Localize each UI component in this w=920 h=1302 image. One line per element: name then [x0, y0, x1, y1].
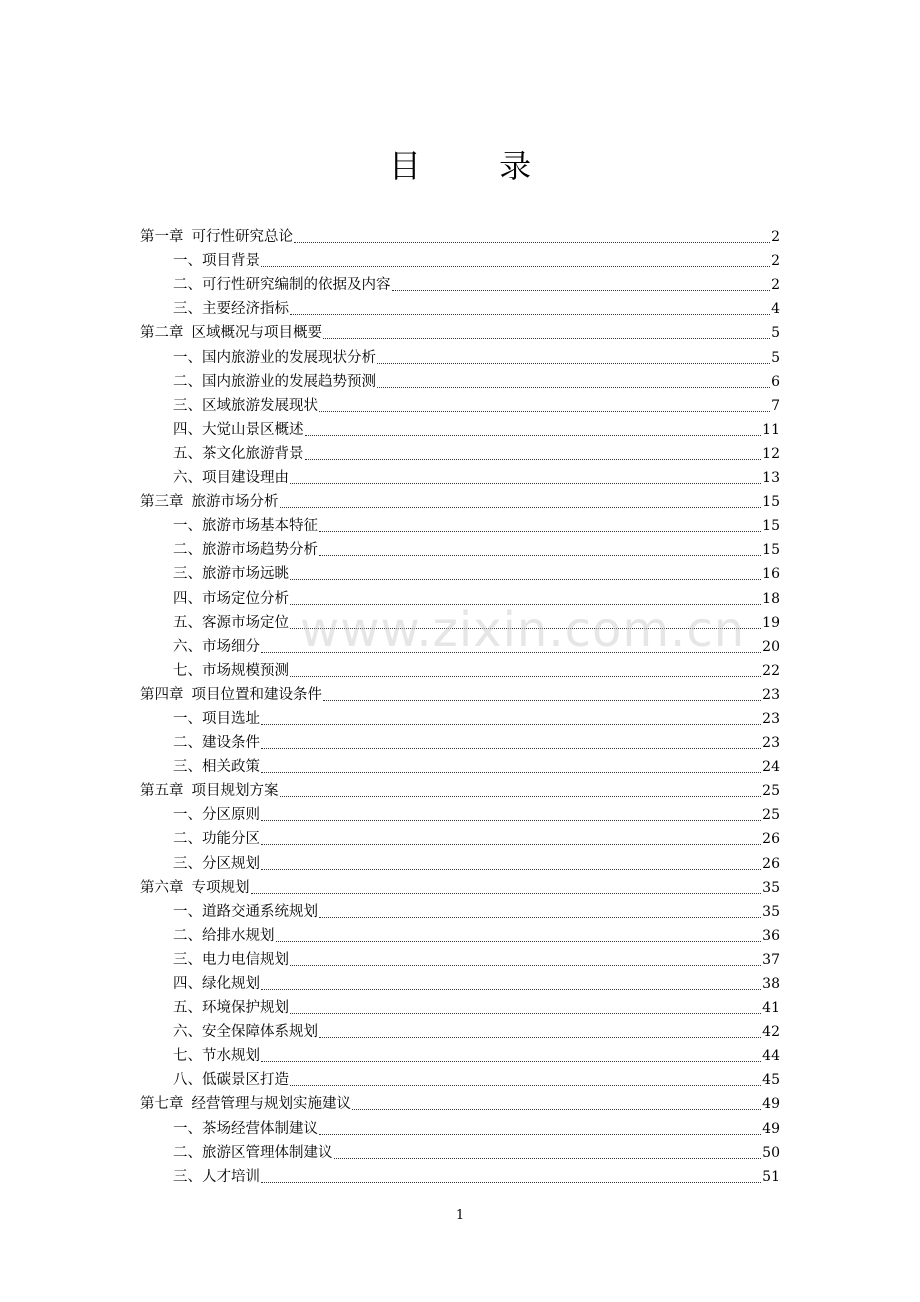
toc-entry-label	[173, 854, 260, 874]
toc-entry-number: 五、	[173, 445, 202, 462]
toc-entry-label	[173, 516, 318, 536]
toc-entry-label	[173, 1046, 260, 1066]
toc-entry-label	[173, 950, 289, 970]
toc-entry-number: 五、	[173, 614, 202, 631]
page-title: 目 录	[388, 147, 566, 185]
toc-entry-label	[173, 251, 260, 271]
toc-entry-label	[173, 805, 260, 825]
toc-entry-page: 38	[762, 976, 780, 992]
toc-entry-text: 国内旅游业的发展现状分析	[202, 349, 376, 366]
toc-entry-label	[140, 878, 250, 898]
toc-section-entry[interactable]	[140, 753, 780, 777]
toc-dot-leader	[290, 483, 761, 484]
toc-entry-text: 旅游市场分析	[191, 494, 279, 511]
toc-dot-leader	[323, 700, 761, 701]
toc-section-entry[interactable]	[140, 970, 780, 994]
toc-entry-text: 道路交通系统规划	[202, 903, 318, 920]
toc-entry-page: 2	[771, 277, 780, 294]
watermark: www.zixin.com.cn	[300, 602, 746, 658]
toc-entry-text: 给排水规划	[202, 927, 275, 944]
toc-section-entry[interactable]	[140, 560, 780, 584]
toc-entry-label	[173, 1143, 333, 1163]
toc-dot-leader	[261, 869, 761, 870]
toc-section-entry[interactable]	[140, 247, 780, 271]
toc-entry-text: 项目建设理由	[202, 470, 289, 487]
toc-entry-number: 二、	[173, 735, 202, 752]
toc-section-entry[interactable]	[140, 392, 780, 416]
toc-dot-leader	[305, 459, 762, 460]
toc-entry-text: 市场定位分析	[202, 590, 289, 607]
toc-entry-page: 5	[771, 349, 780, 366]
toc-section-entry[interactable]	[140, 898, 780, 922]
toc-entry-text: 项目规划方案	[191, 783, 279, 800]
toc-dot-leader	[290, 1013, 761, 1014]
toc-dot-leader	[377, 363, 770, 364]
toc-entry-number: 第三章	[140, 494, 184, 511]
toc-entry-text: 安全保障体系规划	[202, 1024, 318, 1041]
toc-entry-number: 五、	[173, 1000, 202, 1017]
toc-section-entry[interactable]	[140, 271, 780, 295]
toc-entry-page: 15	[762, 494, 780, 511]
toc-entry-text: 项目选址	[202, 710, 260, 727]
toc-dot-leader	[290, 628, 761, 629]
toc-entry-number: 二、	[173, 1144, 202, 1161]
toc-section-entry[interactable]	[140, 440, 780, 464]
toc-dot-leader	[261, 266, 770, 267]
toc-entry-number: 七、	[173, 1048, 202, 1065]
toc-dot-leader	[251, 893, 762, 894]
toc-chapter-entry[interactable]	[140, 681, 780, 705]
toc-entry-page: 41	[762, 1000, 780, 1017]
toc-dot-leader	[294, 242, 770, 243]
toc-entry-label	[173, 564, 289, 584]
toc-chapter-entry[interactable]	[140, 874, 780, 898]
toc-entry-number: 四、	[173, 421, 202, 438]
toc-entry-page: 44	[762, 1048, 780, 1065]
toc-entry-label	[173, 1119, 318, 1139]
toc-section-entry[interactable]	[140, 633, 780, 657]
toc-dot-leader	[290, 965, 761, 966]
toc-entry-number: 第二章	[140, 325, 184, 342]
toc-entry-page: 25	[762, 807, 780, 824]
toc-entry-text: 国内旅游业的发展趋势预测	[202, 373, 376, 390]
toc-entry-number: 三、	[173, 301, 202, 318]
toc-entry-text: 区域旅游发展现状	[202, 397, 318, 414]
toc-entry-text: 电力电信规划	[202, 951, 289, 968]
toc-entry-number: 七、	[173, 662, 202, 679]
toc-entry-number: 第七章	[140, 1096, 184, 1113]
toc-entry-label	[140, 1094, 351, 1114]
toc-chapter-entry[interactable]	[140, 319, 780, 343]
toc-entry-number: 三、	[173, 759, 202, 776]
toc-entry-page: 20	[762, 638, 780, 655]
toc-entry-page: 42	[762, 1024, 780, 1041]
toc-entry-number: 一、	[173, 253, 202, 270]
toc-entry-text: 经营管理与规划实施建议	[191, 1096, 351, 1113]
toc-section-entry[interactable]	[140, 1163, 780, 1187]
toc-entry-text: 建设条件	[202, 735, 260, 752]
toc-entry-text: 市场规模预测	[202, 662, 289, 679]
toc-entry-label	[140, 492, 279, 512]
toc-section-entry[interactable]	[140, 1139, 780, 1163]
toc-entry-number: 三、	[173, 1168, 202, 1185]
toc-entry-text: 项目背景	[202, 253, 260, 270]
toc-dot-leader	[261, 724, 761, 725]
toc-entry-number: 一、	[173, 1120, 202, 1137]
toc-entry-text: 旅游市场基本特征	[202, 518, 318, 535]
toc-section-entry[interactable]	[140, 536, 780, 560]
toc-section-entry[interactable]	[140, 609, 780, 633]
toc-entry-number: 一、	[173, 518, 202, 535]
toc-entry-page: 45	[762, 1072, 780, 1089]
toc-entry-label	[140, 227, 293, 247]
toc-section-entry[interactable]	[140, 946, 780, 970]
toc-entry-label	[173, 420, 304, 440]
toc-entry-number: 一、	[173, 903, 202, 920]
toc-entry-page: 36	[762, 927, 780, 944]
toc-dot-leader	[290, 314, 770, 315]
toc-entry-label	[173, 348, 376, 368]
toc-entry-page: 12	[762, 445, 780, 462]
page-number: 1	[455, 1208, 465, 1223]
toc-dot-leader	[352, 1109, 761, 1110]
toc-entry-number: 一、	[173, 710, 202, 727]
toc-entry-number: 三、	[173, 855, 202, 872]
toc-dot-leader	[319, 411, 770, 412]
toc-entry-text: 旅游区管理体制建议	[202, 1144, 333, 1161]
toc-entry-label	[173, 926, 275, 946]
toc-entry-number: 一、	[173, 349, 202, 366]
toc-dot-leader	[261, 1061, 761, 1062]
toc-entry-text: 分区原则	[202, 807, 260, 824]
toc-entry-label	[173, 589, 289, 609]
toc-entry-number: 第四章	[140, 686, 184, 703]
toc-entry-number: 三、	[173, 397, 202, 414]
toc-dot-leader	[319, 1134, 761, 1135]
toc-entry-text: 茶场经营体制建议	[202, 1120, 318, 1137]
toc-entry-text: 可行性研究编制的依据及内容	[202, 277, 391, 294]
toc-dot-leader	[305, 435, 762, 436]
toc-section-entry[interactable]	[140, 1042, 780, 1066]
toc-entry-label	[173, 468, 289, 488]
toc-entry-text: 主要经济指标	[202, 301, 289, 318]
toc-dot-leader	[319, 917, 761, 918]
toc-dot-leader	[319, 1037, 761, 1038]
toc-dot-leader	[319, 531, 761, 532]
toc-entry-text: 区域概况与项目概要	[191, 325, 322, 342]
toc-section-entry[interactable]	[140, 825, 780, 849]
toc-dot-leader	[319, 555, 761, 556]
toc-entry-label	[173, 613, 289, 633]
toc-entry-label	[140, 685, 322, 705]
toc-entry-label	[173, 1022, 318, 1042]
toc-entry-text: 茶文化旅游背景	[202, 445, 304, 462]
toc-entry-number: 四、	[173, 976, 202, 992]
toc-section-entry[interactable]	[140, 416, 780, 440]
toc-entry-label	[140, 781, 279, 801]
toc-entry-number: 三、	[173, 566, 202, 583]
toc-section-entry[interactable]	[140, 657, 780, 681]
toc-chapter-entry[interactable]	[140, 1090, 780, 1114]
table-of-contents	[140, 223, 780, 1187]
toc-entry-page: 51	[762, 1168, 780, 1185]
toc-dot-leader	[276, 941, 762, 942]
toc-entry-text: 相关政策	[202, 759, 260, 776]
toc-dot-leader	[261, 844, 761, 845]
toc-entry-page: 2	[771, 253, 780, 270]
toc-section-entry[interactable]	[140, 922, 780, 946]
toc-entry-page: 23	[762, 686, 780, 703]
toc-dot-leader	[261, 652, 761, 653]
toc-entry-page: 26	[762, 831, 780, 848]
toc-entry-text: 低碳景区打造	[202, 1072, 289, 1089]
toc-section-entry[interactable]	[140, 512, 780, 536]
toc-entry-page: 19	[762, 614, 780, 631]
toc-entry-text: 人才培训	[202, 1168, 260, 1185]
toc-dot-leader	[280, 796, 762, 797]
toc-entry-number: 三、	[173, 951, 202, 968]
toc-entry-text: 绿化规划	[202, 976, 260, 992]
toc-entry-page: 23	[762, 735, 780, 752]
toc-entry-text: 项目位置和建设条件	[191, 686, 322, 703]
toc-entry-number: 二、	[173, 542, 202, 559]
toc-dot-leader	[392, 290, 771, 291]
toc-entry-text: 客源市场定位	[202, 614, 289, 631]
toc-section-entry[interactable]	[140, 801, 780, 825]
toc-dot-leader	[290, 579, 761, 580]
toc-dot-leader	[323, 338, 770, 339]
toc-dot-leader	[261, 1182, 761, 1183]
toc-entry-label	[173, 757, 260, 777]
toc-section-entry[interactable]	[140, 849, 780, 873]
toc-section-entry[interactable]	[140, 464, 780, 488]
toc-entry-page: 22	[762, 662, 780, 679]
toc-entry-label	[173, 661, 289, 681]
toc-entry-page: 5	[771, 325, 780, 342]
toc-entry-text: 市场细分	[202, 638, 260, 655]
toc-entry-number: 六、	[173, 470, 202, 487]
toc-entry-number: 二、	[173, 927, 202, 944]
toc-entry-page: 7	[771, 397, 780, 414]
toc-entry-label	[173, 709, 260, 729]
toc-entry-label	[173, 299, 289, 319]
toc-entry-page: 6	[771, 373, 780, 390]
toc-entry-page: 13	[762, 470, 780, 487]
toc-entry-label	[173, 1167, 260, 1187]
toc-section-entry[interactable]	[140, 343, 780, 367]
toc-entry-page: 37	[762, 951, 780, 968]
toc-dot-leader	[280, 507, 762, 508]
toc-entry-page: 35	[762, 903, 780, 920]
toc-entry-number: 第五章	[140, 783, 184, 800]
toc-section-entry[interactable]	[140, 368, 780, 392]
toc-entry-number: 第一章	[140, 229, 184, 246]
toc-entry-page: 15	[762, 518, 780, 535]
toc-entry-text: 大觉山景区概述	[202, 421, 304, 438]
toc-entry-label	[173, 275, 391, 295]
toc-entry-page: 16	[762, 566, 780, 583]
toc-entry-number: 二、	[173, 373, 202, 390]
toc-entry-page: 50	[762, 1144, 780, 1161]
toc-entry-page: 49	[762, 1120, 780, 1137]
toc-dot-leader	[290, 676, 761, 677]
toc-dot-leader	[261, 989, 761, 990]
toc-entry-page: 25	[762, 783, 780, 800]
toc-entry-page: 24	[762, 759, 780, 776]
toc-chapter-entry[interactable]	[140, 223, 780, 247]
toc-chapter-entry[interactable]	[140, 777, 780, 801]
toc-dot-leader	[261, 772, 761, 773]
toc-entry-page: 23	[762, 710, 780, 727]
toc-section-entry[interactable]	[140, 295, 780, 319]
toc-entry-page: 15	[762, 542, 780, 559]
toc-dot-leader	[290, 604, 761, 605]
toc-entry-number: 一、	[173, 807, 202, 824]
toc-chapter-entry[interactable]	[140, 488, 780, 512]
toc-entry-text: 节水规划	[202, 1048, 260, 1065]
toc-entry-number: 二、	[173, 277, 202, 294]
toc-entry-page: 18	[762, 590, 780, 607]
toc-entry-label	[173, 637, 260, 657]
toc-dot-leader	[377, 387, 770, 388]
toc-entry-text: 功能分区	[202, 831, 260, 848]
toc-entry-number: 二、	[173, 831, 202, 848]
toc-entry-text: 旅游市场远眺	[202, 566, 289, 583]
toc-entry-page: 49	[762, 1096, 780, 1113]
toc-entry-label	[173, 396, 318, 416]
toc-entry-page: 11	[762, 421, 780, 438]
toc-entry-label	[140, 323, 322, 343]
toc-section-entry[interactable]	[140, 729, 780, 753]
toc-entry-label	[173, 733, 260, 753]
toc-entry-label	[173, 974, 260, 994]
toc-entry-text: 专项规划	[191, 879, 250, 896]
toc-entry-label	[173, 444, 304, 464]
toc-entry-text: 可行性研究总论	[191, 229, 293, 246]
toc-entry-number: 第六章	[140, 879, 184, 896]
toc-entry-label	[173, 998, 289, 1018]
toc-entry-label	[173, 372, 376, 392]
toc-entry-page: 4	[771, 301, 780, 318]
toc-section-entry[interactable]	[140, 1114, 780, 1138]
toc-section-entry[interactable]	[140, 1066, 780, 1090]
toc-section-entry[interactable]	[140, 705, 780, 729]
toc-entry-text: 分区规划	[202, 855, 260, 872]
toc-section-entry[interactable]	[140, 584, 780, 608]
toc-entry-page: 35	[762, 879, 780, 896]
toc-entry-label	[173, 829, 260, 849]
toc-dot-leader	[261, 820, 761, 821]
toc-entry-page: 2	[771, 229, 780, 246]
toc-entry-text: 环境保护规划	[202, 1000, 289, 1017]
toc-dot-leader	[334, 1158, 762, 1159]
toc-entry-label	[173, 540, 318, 560]
toc-section-entry[interactable]	[140, 1018, 780, 1042]
toc-entry-number: 八、	[173, 1072, 202, 1089]
toc-dot-leader	[290, 1085, 761, 1086]
toc-section-entry[interactable]	[140, 994, 780, 1018]
toc-entry-number: 四、	[173, 590, 202, 607]
toc-entry-number: 六、	[173, 638, 202, 655]
toc-entry-label	[173, 1070, 289, 1090]
toc-dot-leader	[261, 748, 761, 749]
toc-entry-text: 旅游市场趋势分析	[202, 542, 318, 559]
toc-entry-number: 六、	[173, 1024, 202, 1041]
toc-entry-page: 26	[762, 855, 780, 872]
toc-entry-label	[173, 902, 318, 922]
